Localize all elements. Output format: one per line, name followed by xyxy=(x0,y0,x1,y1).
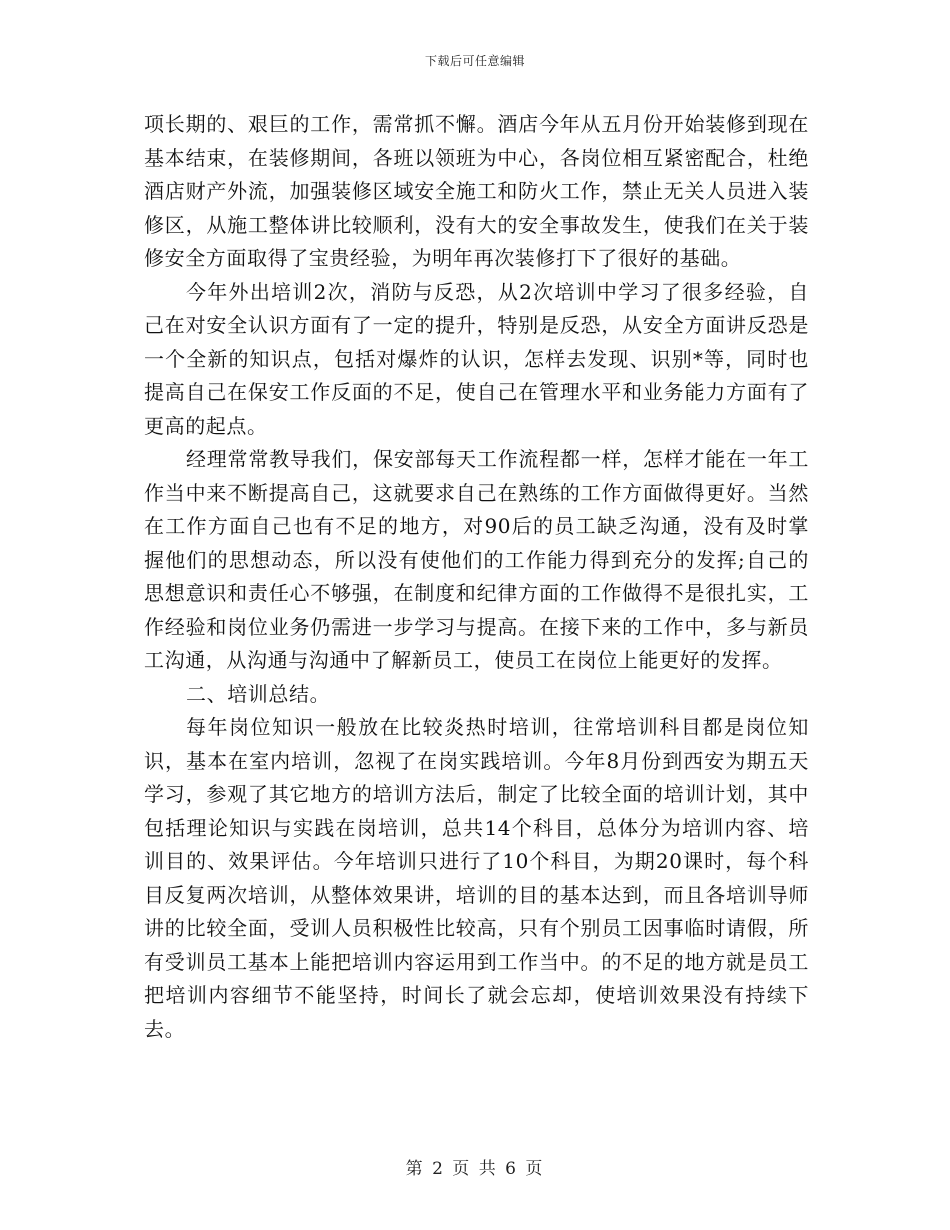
paragraph-training-summary: 每年岗位知识一般放在比较炎热时培训，往常培训科目都是岗位知识，基本在室内培训，忽视了在岗实践培训。今年8月份到西安为期五天学习，参观了其它地方的培训方法后，制定了比较全面的培训计划，其中包括理论知识与实践在岗培训，总共14个科目，总体分为培训内容、培训目的、效果评估。今年培训只进行了10个科目，为期20课时，每个科目反复两次培训，从整体效果讲，培训的目的基本达到，而且各培训导师讲的比较全面，受训人员积极性比较高，只有个别员工因事临时请假，所有受训员工基本上能把培训内容运用到工作当中。的不足的地方就是员工把培训内容细节不能坚持，时间长了就会忘却，使培训效果没有持续下去。 xyxy=(144,715,809,1041)
section-heading-training-summary: 二、培训总结。 xyxy=(186,681,331,706)
document-body xyxy=(144,108,809,1046)
page-number: 第 2 页 共 6 页 xyxy=(405,1159,545,1179)
page-header: 下载后可任意编辑 xyxy=(424,54,525,68)
paragraph-continued: 项长期的、艰巨的工作，需常抓不懈。酒店今年从五月份开始装修到现在基本结束，在装修期间，各班以领班为中心，各岗位相互紧密配合，杜绝酒店财产外流，加强装修区域安全施工和防火工作，禁止无关人员进入装修区，从施工整体讲比较顺利，没有大的安全事故发生，使我们在关于装修安全方面取得了宝贵经验，为明年再次装修打下了很好的基础。 xyxy=(144,112,809,270)
paragraph-manager-guidance: 经理常常教导我们，保安部每天工作流程都一样，怎样才能在一年工作当中来不断提高自己，这就要求自己在熟练的工作方面做得更好。当然在工作方面自己也有不足的地方，对90后的员工缺乏沟通，没有及时掌握他们的思想动态，所以没有使他们的工作能力得到充分的发挥;自己的思想意识和责任心不够强，在制度和纪律方面的工作做得不是很扎实，工作经验和岗位业务仍需进一步学习与提高。在接下来的工作中，多与新员工沟通，从沟通与沟通中了解新员工，使员工在岗位上能更好的发挥。 xyxy=(144,447,809,672)
paragraph-training-outside: 今年外出培训2次，消防与反恐，从2次培训中学习了很多经验，自己在对安全认识方面有了一定的提升，特别是反恐，从安全方面讲反恐是一个全新的知识点，包括对爆炸的认识，怎样去发现、识别*等，同时也提高自己在保安工作反面的不足，使自己在管理水平和业务能力方面有了更高的起点。 xyxy=(144,279,809,438)
